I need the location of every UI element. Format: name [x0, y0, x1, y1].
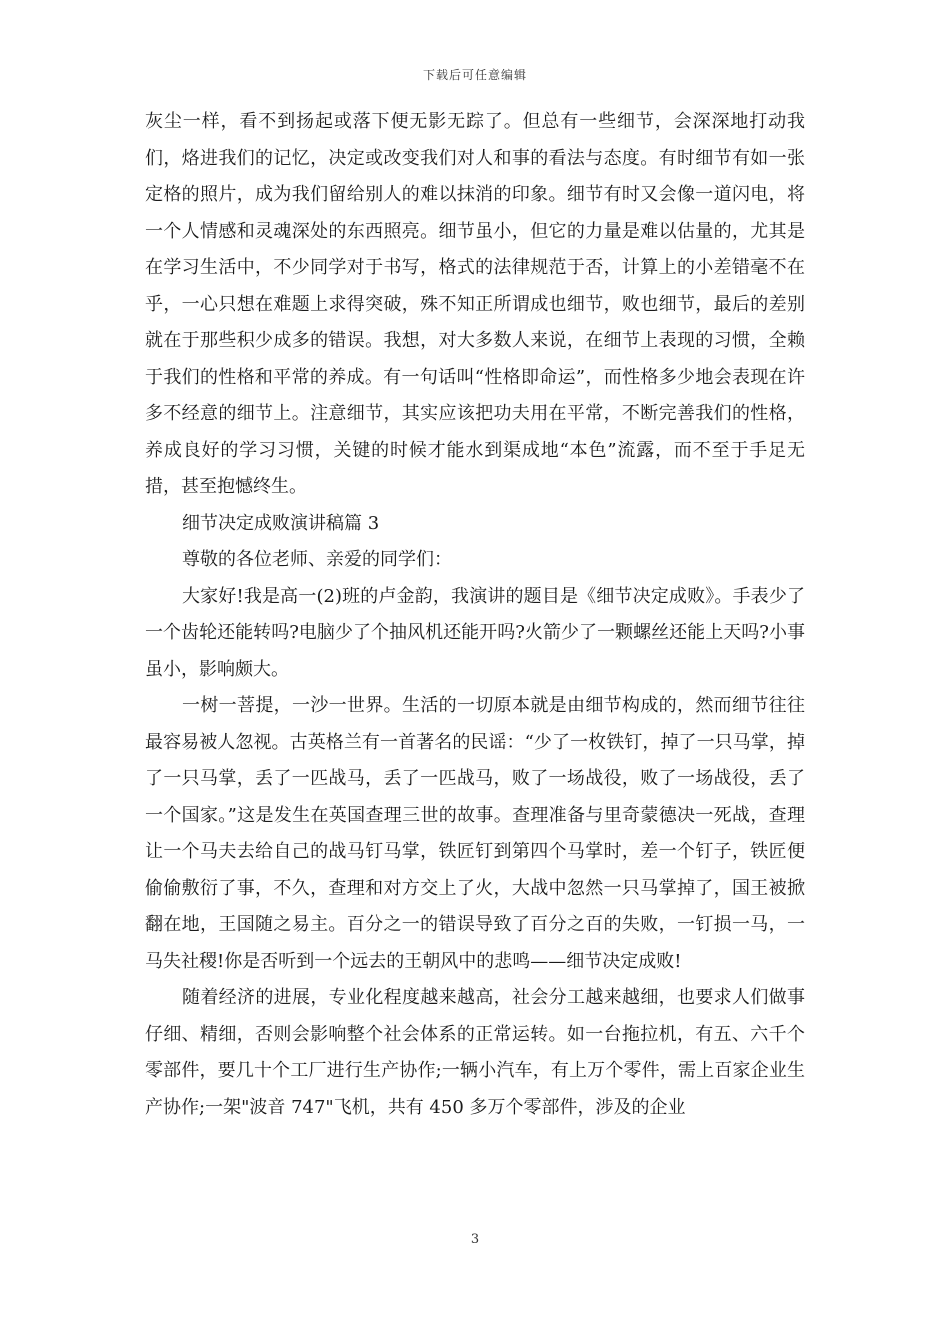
salutation: 尊敬的各位老师、亲爱的同学们：	[182, 549, 452, 570]
paragraph-intro: 大家好!我是高一(2)班的卢金韵，我演讲的题目是《细节决定成败》。手表少了一个齿轮还能转吗?电脑少了个抽风机还能开吗?火箭少了一颗螺丝还能上天吗?小事虽小，影响颇大。	[145, 585, 805, 680]
page-number: 3	[470, 1232, 480, 1247]
header-note: 下载后可任意编辑	[422, 68, 527, 82]
paragraph-story: 一树一菩提，一沙一世界。生活的一切原本就是由细节构成的，然而细节往往最容易被人忽视。古英格兰有一首著名的民谣：“少了一枚铁钉，掉了一只马掌，掉了一只马掌，丢了一匹战马，丢了一匹战马，败了一场战役，败了一场战役，丢了一个国家。”这是发生在英国查理三世的故事。查理准备与里奇蒙德决一死战，查理让一个马夫去给自己的战马钉马掌，铁匠钉到第四个马掌时，差一个钉子，铁匠便偷偷敷衍了事，不久，查理和对方交上了火，大战中忽然一只马掌掉了，国王被掀翻在地，王国随之易主。百分之一的错误导致了百分之百的失败，一钉损一马，一马失社稷!你是否听到一个远去的王朝风中的悲鸣——细节决定成败!	[145, 695, 805, 972]
section-heading: 细节决定成败演讲稿篇 3	[182, 512, 380, 534]
paragraph-economy: 随着经济的进展，专业化程度越来越高，社会分工越来越细，也要求人们做事仔细、精细，否则会影响整个社会体系的正常运转。如一台拖拉机，有五、六千个零部件，要几十个工厂进行生产协作;一辆小汽车，有上万个零件，需上百家企业生产协作;一架"波音 747"飞机，共有 450 多万个零部件，涉及的企业	[145, 987, 805, 1118]
paragraph-1: 灰尘一样，看不到扬起或落下便无影无踪了。但总有一些细节，会深深地打动我们，烙进我们的记忆，决定或改变我们对人和事的看法与态度。有时细节有如一张定格的照片，成为我们留给别人的难以抹消的印象。细节有时又会像一道闪电，将一个人情感和灵魂深处的东西照亮。细节虽小，但它的力量是难以估量的，尤其是在学习生活中，不少同学对于书写，格式的法律规范于否，计算上的小差错毫不在乎，一心只想在难题上求得突破，殊不知正所谓成也细节，败也细节，最后的差别就在于那些积少成多的错误。我想，对大多数人来说，在细节上表现的习惯，全赖于我们的性格和平常的养成。有一句话叫“性格即命运”，而性格多少地会表现在许多不经意的细节上。注意细节，其实应该把功夫用在平常，不断完善我们的性格，养成良好的学习习惯，关键的时候才能水到渠成地“本色”流露，而不至于手足无措，甚至抱憾终生。	[145, 111, 805, 497]
document-body	[145, 104, 805, 1126]
